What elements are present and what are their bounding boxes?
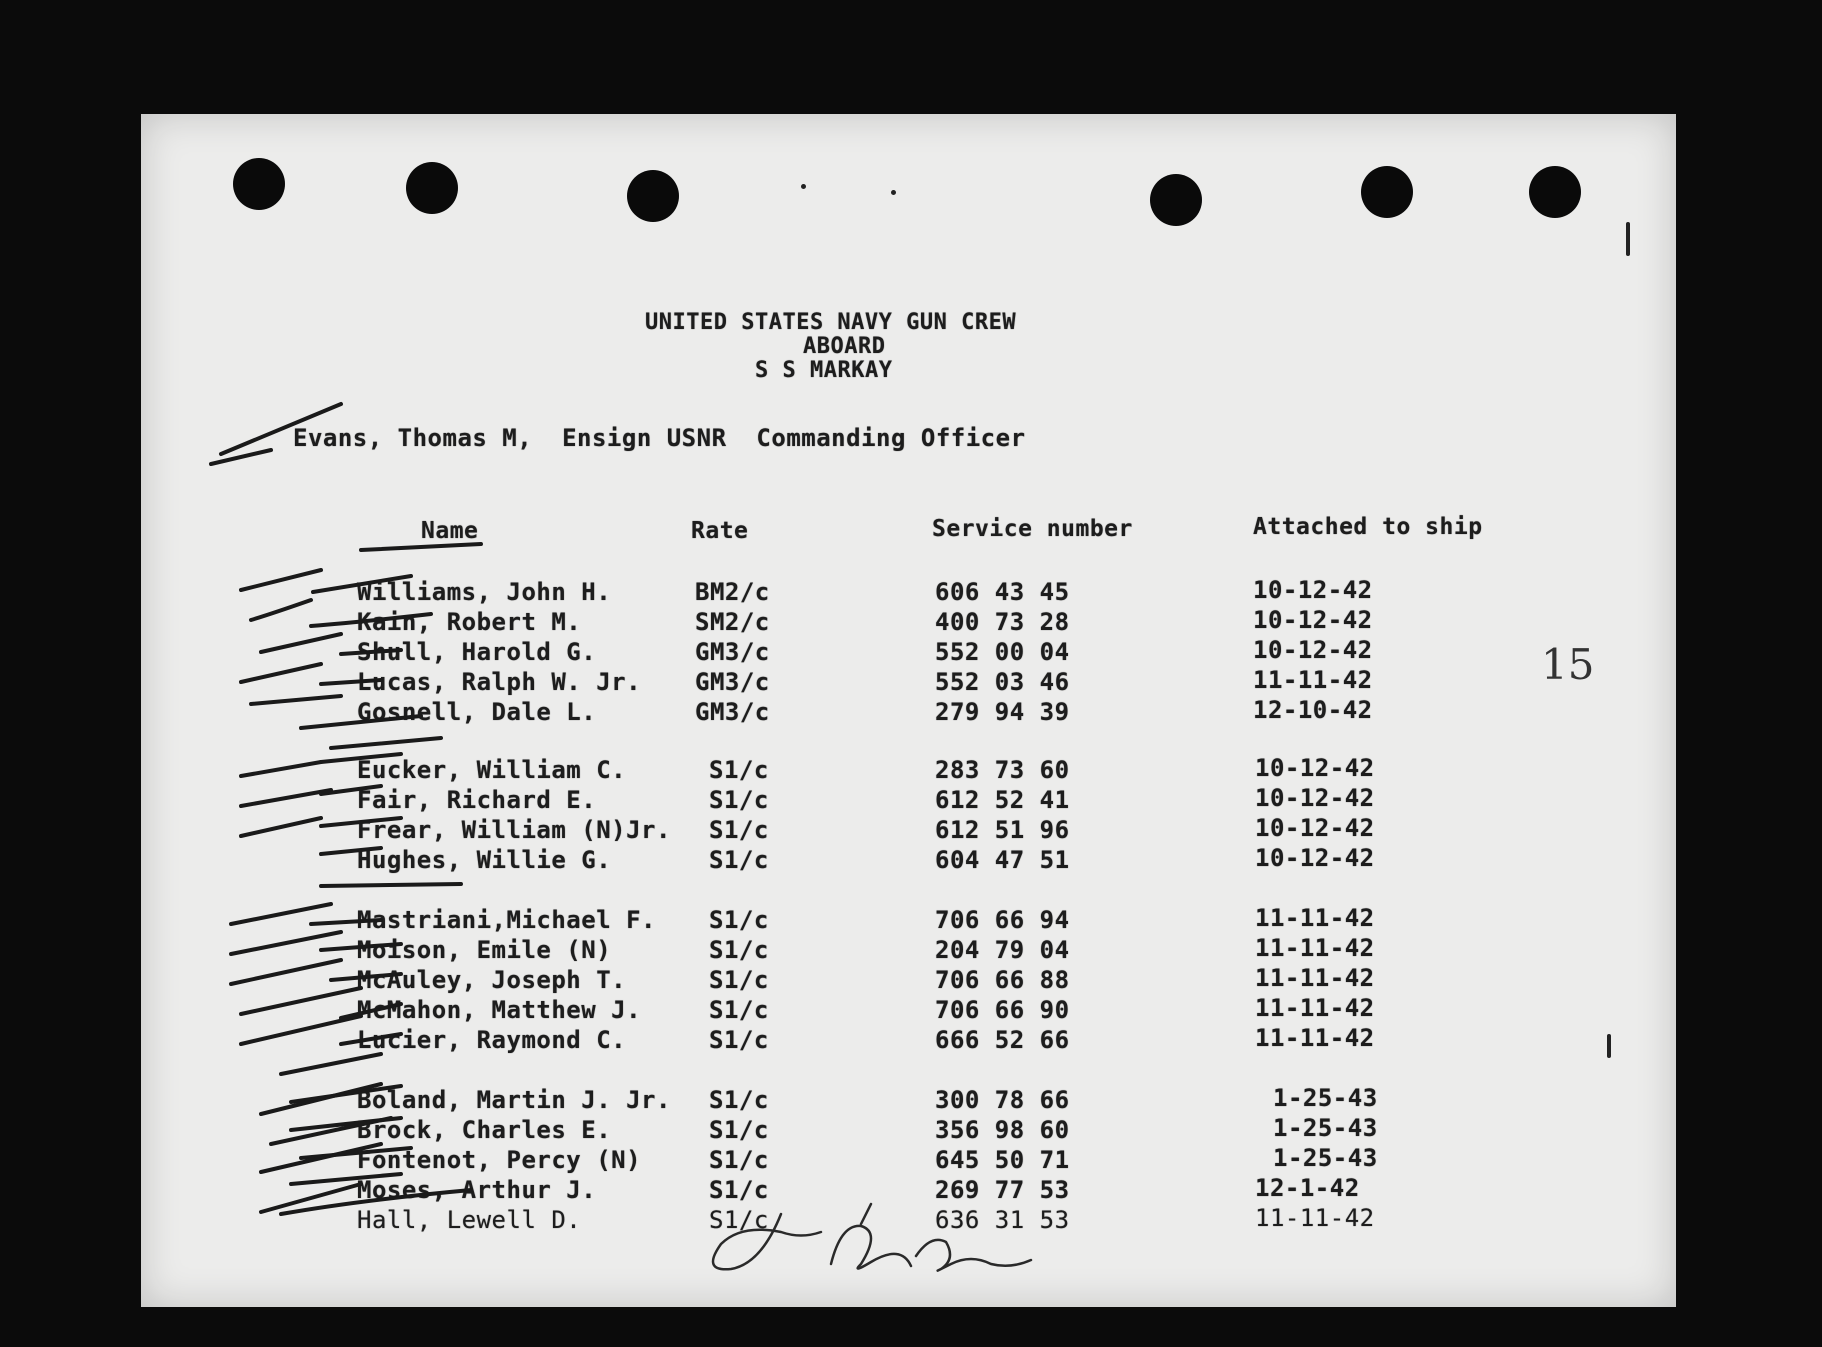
check-mark (321, 884, 461, 886)
crew-service-number: 552 03 46 (935, 668, 1070, 696)
crew-name: Moses, Arthur J. (357, 1176, 597, 1204)
crew-rate: S1/c (709, 996, 769, 1024)
crew-name: Boland, Martin J. Jr. (357, 1086, 671, 1114)
crew-service-number: 612 51 96 (935, 816, 1070, 844)
check-mark (231, 904, 381, 924)
crew-attached-date: 10-12-42 (1253, 576, 1373, 604)
column-header-service-number: Service number (932, 516, 1133, 542)
crew-rate: S1/c (709, 1206, 769, 1234)
crew-name: Moison, Emile (N) (357, 936, 612, 964)
check-mark (241, 1016, 401, 1044)
crew-service-number: 356 98 60 (935, 1116, 1070, 1144)
underline-mark (361, 544, 481, 550)
check-mark (251, 600, 431, 626)
crew-service-number: 636 31 53 (935, 1206, 1070, 1234)
crew-name: Kain, Robert M. (357, 608, 582, 636)
crew-service-number: 204 79 04 (935, 936, 1070, 964)
crew-name: Fontenot, Percy (N) (357, 1146, 642, 1174)
crew-name: Lucier, Raymond C. (357, 1026, 627, 1054)
column-header-name: Name (421, 518, 479, 544)
crew-rate: S1/c (709, 756, 769, 784)
crew-service-number: 552 00 04 (935, 638, 1070, 666)
column-header-attached: Attached to ship (1253, 514, 1483, 540)
crew-name: Gosnell, Dale L. (357, 698, 597, 726)
crew-service-number: 706 66 88 (935, 966, 1070, 994)
column-header-rate: Rate (691, 518, 749, 544)
crew-attached-date: 11-11-42 (1255, 964, 1375, 992)
crew-rate: S1/c (709, 816, 769, 844)
handwritten-signature (713, 1204, 1031, 1271)
crew-attached-date: 11-11-42 (1255, 1024, 1375, 1052)
crew-rate: S1/c (709, 1176, 769, 1204)
crew-service-number: 706 66 90 (935, 996, 1070, 1024)
handwritten-marks (141, 114, 1676, 1307)
check-mark (261, 634, 401, 654)
document-title-line-3: S S MARKAY (755, 358, 893, 383)
check-mark (251, 696, 421, 728)
crew-attached-date: 10-12-42 (1255, 814, 1375, 842)
crew-service-number: 300 78 66 (935, 1086, 1070, 1114)
document-title-line-2: ABOARD (803, 334, 886, 359)
check-mark (241, 570, 411, 592)
crew-rate: S1/c (709, 786, 769, 814)
crew-name: Mastriani,Michael F. (357, 906, 656, 934)
crew-name: McMahon, Matthew J. (357, 996, 642, 1024)
crew-rate: S1/c (709, 1086, 769, 1114)
crew-service-number: 666 52 66 (935, 1026, 1070, 1054)
check-mark (261, 1184, 471, 1214)
crew-name: Brock, Charles E. (357, 1116, 612, 1144)
crew-rate: BM2/c (695, 578, 770, 606)
crew-rate: S1/c (709, 1116, 769, 1144)
check-mark (241, 762, 381, 794)
crew-rate: GM3/c (695, 638, 770, 666)
crew-attached-date: 1-25-43 (1273, 1144, 1378, 1172)
crew-attached-date: 10-12-42 (1255, 784, 1375, 812)
crew-name: Williams, John H. (357, 578, 612, 606)
crew-name: Fair, Richard E. (357, 786, 597, 814)
crew-attached-date: 10-12-42 (1253, 606, 1373, 634)
check-mark (321, 738, 441, 762)
crew-name: Shull, Harold G. (357, 638, 597, 666)
check-mark (221, 404, 341, 454)
check-mark (241, 664, 381, 684)
crew-attached-date: 11-11-42 (1255, 994, 1375, 1022)
crew-attached-date: 1-25-43 (1273, 1114, 1378, 1142)
crew-service-number: 279 94 39 (935, 698, 1070, 726)
crew-attached-date: 10-12-42 (1255, 754, 1375, 782)
crew-rate: GM3/c (695, 698, 770, 726)
crew-attached-date: 11-11-42 (1255, 934, 1375, 962)
crew-name: Lucas, Ralph W. Jr. (357, 668, 642, 696)
crew-name: Hughes, Willie G. (357, 846, 612, 874)
check-mark (241, 988, 401, 1018)
document-page (141, 114, 1676, 1307)
crew-attached-date: 1-25-43 (1273, 1084, 1378, 1112)
crew-attached-date: 11-11-42 (1253, 666, 1373, 694)
check-mark (231, 960, 401, 984)
crew-name: Eucker, William C. (357, 756, 627, 784)
crew-name: Hall, Lewell D. (357, 1206, 582, 1234)
crew-rate: S1/c (709, 846, 769, 874)
crew-attached-date: 12-1-42 (1255, 1174, 1360, 1202)
crew-name: Frear, William (N)Jr. (357, 816, 671, 844)
crew-attached-date: 11-11-42 (1255, 904, 1375, 932)
commanding-officer-line: Evans, Thomas M, Ensign USNR Commanding Officer (293, 424, 1026, 452)
crew-rate: GM3/c (695, 668, 770, 696)
crew-rate: S1/c (709, 1146, 769, 1174)
crew-service-number: 269 77 53 (935, 1176, 1070, 1204)
document-title-line-1: UNITED STATES NAVY GUN CREW (645, 310, 1017, 335)
crew-rate: S1/c (709, 936, 769, 964)
crew-attached-date: 12-10-42 (1253, 696, 1373, 724)
crew-name: McAuley, Joseph T. (357, 966, 627, 994)
crew-rate: S1/c (709, 906, 769, 934)
crew-service-number: 645 50 71 (935, 1146, 1070, 1174)
crew-rate: S1/c (709, 966, 769, 994)
crew-service-number: 706 66 94 (935, 906, 1070, 934)
page-number: 15 (1541, 640, 1595, 689)
check-mark (211, 450, 271, 464)
crew-rate: SM2/c (695, 608, 770, 636)
check-mark (231, 932, 401, 954)
crew-attached-date: 11-11-42 (1255, 1204, 1375, 1232)
crew-service-number: 612 52 41 (935, 786, 1070, 814)
crew-attached-date: 10-12-42 (1255, 844, 1375, 872)
crew-rate: S1/c (709, 1026, 769, 1054)
crew-service-number: 606 43 45 (935, 578, 1070, 606)
crew-service-number: 283 73 60 (935, 756, 1070, 784)
crew-attached-date: 10-12-42 (1253, 636, 1373, 664)
crew-service-number: 604 47 51 (935, 846, 1070, 874)
crew-service-number: 400 73 28 (935, 608, 1070, 636)
